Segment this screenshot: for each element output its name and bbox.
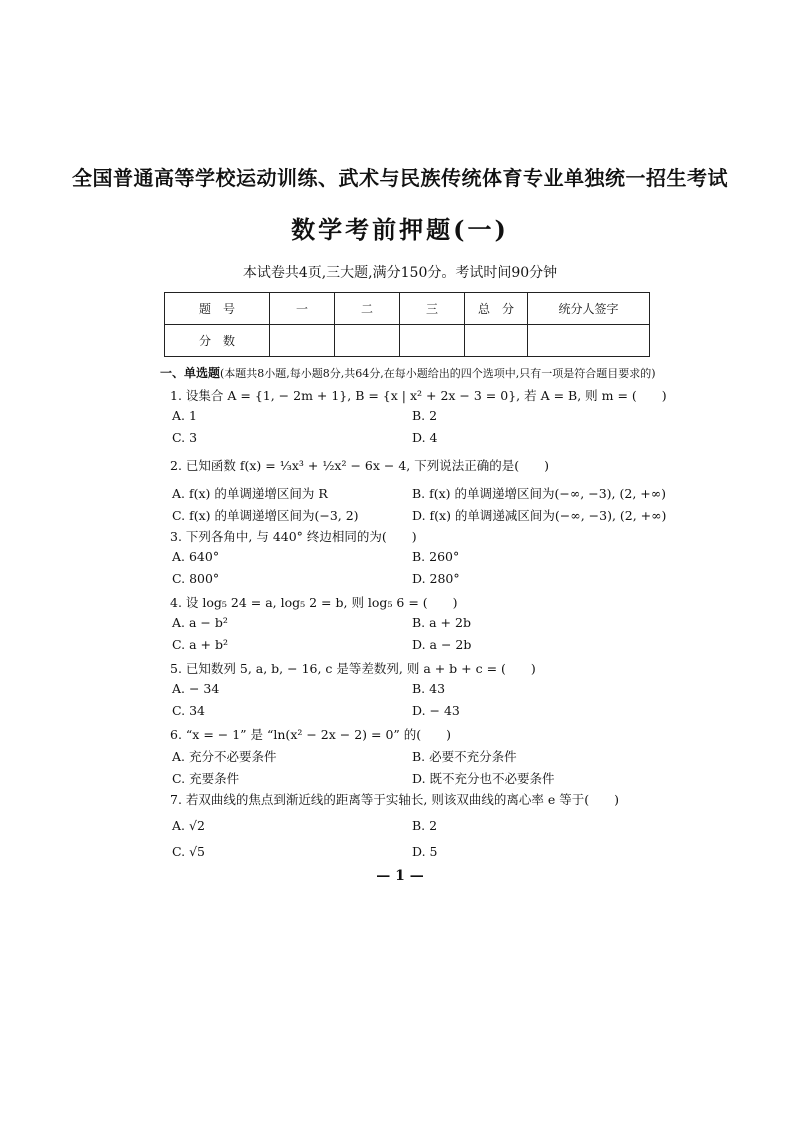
question-option: C. 充要条件: [172, 771, 240, 786]
page-number: — 1 —: [376, 868, 424, 884]
question-option: C. a + b²: [172, 637, 228, 652]
question-option: A. √2: [172, 818, 205, 833]
exam-subtitle: 数学考前押题(一): [291, 215, 509, 244]
score-table-cell: 统分人签字: [528, 293, 650, 325]
question-stem: 1. 设集合 A = {1, − 2m + 1}, B = {x | x² + 2x − 3 = 0}, 若 A = B, 则 m = ( ): [170, 388, 667, 403]
score-input-cell[interactable]: [465, 325, 528, 357]
question-option: A. f(x) 的单调递增区间为 R: [172, 486, 328, 501]
question-option: B. 2: [412, 818, 438, 833]
question-option: B. 260°: [412, 549, 460, 564]
question-option: B. f(x) 的单调递增区间为(−∞, −3), (2, +∞): [412, 486, 667, 501]
exam-info: 本试卷共4页,三大题,满分150分。考试时间90分钟: [242, 265, 558, 281]
question-stem: 4. 设 log₅ 24 = a, log₅ 2 = b, 则 log₅ 6 = ( ): [170, 595, 458, 610]
question-option: A. a − b²: [172, 615, 228, 630]
question-option: D. 4: [412, 430, 438, 445]
score-table: [164, 292, 650, 357]
question-option: C. 3: [172, 430, 198, 445]
question-stem: 6. “x = − 1” 是 “ln(x² − 2x − 2) = 0” 的( ): [170, 727, 452, 742]
question-option: A. − 34: [172, 681, 220, 696]
question-option: D. 5: [412, 844, 438, 859]
exam-title: 全国普通高等学校运动训练、武术与民族传统体育专业单独统一招生考试: [72, 166, 728, 190]
score-table-cell: 分 数: [165, 325, 270, 357]
score-table-cell: 题 号: [165, 293, 270, 325]
score-input-cell[interactable]: [335, 325, 400, 357]
question-option: B. 43: [412, 681, 446, 696]
question-stem: 2. 已知函数 f(x) = ⅓x³ + ½x² − 6x − 4, 下列说法正确的是( ): [170, 458, 549, 473]
question-option: B. 2: [412, 408, 438, 423]
question-option: B. a + 2b: [412, 615, 471, 630]
score-input-cell[interactable]: [270, 325, 335, 357]
question-option: A. 1: [172, 408, 197, 423]
question-option: C. 34: [172, 703, 205, 718]
question-option: A. 充分不必要条件: [172, 749, 277, 764]
question-option: C. 800°: [172, 571, 220, 586]
question-stem: 5. 已知数列 5, a, b, − 16, c 是等差数列, 则 a + b + c = ( ): [170, 661, 536, 676]
score-table-header-row: [165, 293, 650, 325]
question-stem: 7. 若双曲线的焦点到渐近线的距离等于实轴长, 则该双曲线的离心率 e 等于( ): [170, 792, 619, 807]
section-title: 一、单选题: [160, 366, 221, 380]
question-option: C. √5: [172, 844, 205, 859]
score-table-cell: 三: [400, 293, 465, 325]
score-table-score-row: [165, 325, 650, 357]
question-option: A. 640°: [172, 549, 220, 564]
score-table-cell: 一: [270, 293, 335, 325]
question-option: D. − 43: [412, 703, 460, 718]
question-stem: 3. 下列各角中, 与 440° 终边相同的为( ): [170, 529, 417, 544]
question-option: D. 280°: [412, 571, 460, 586]
section-note: (本题共8小题,每小题8分,共64分,在每小题给出的四个选项中,只有一项是符合题目要求的): [220, 367, 656, 380]
score-input-cell[interactable]: [528, 325, 650, 357]
question-option: D. 既不充分也不必要条件: [412, 771, 555, 786]
section-heading: [160, 364, 656, 381]
question-option: B. 必要不充分条件: [412, 749, 517, 764]
question-option: D. a − 2b: [412, 637, 472, 652]
score-table-cell: 总 分: [465, 293, 528, 325]
score-input-cell[interactable]: [400, 325, 465, 357]
score-table-cell: 二: [335, 293, 400, 325]
question-option: C. f(x) 的单调递增区间为(−3, 2): [172, 508, 359, 523]
question-option: D. f(x) 的单调递减区间为(−∞, −3), (2, +∞): [412, 508, 667, 523]
